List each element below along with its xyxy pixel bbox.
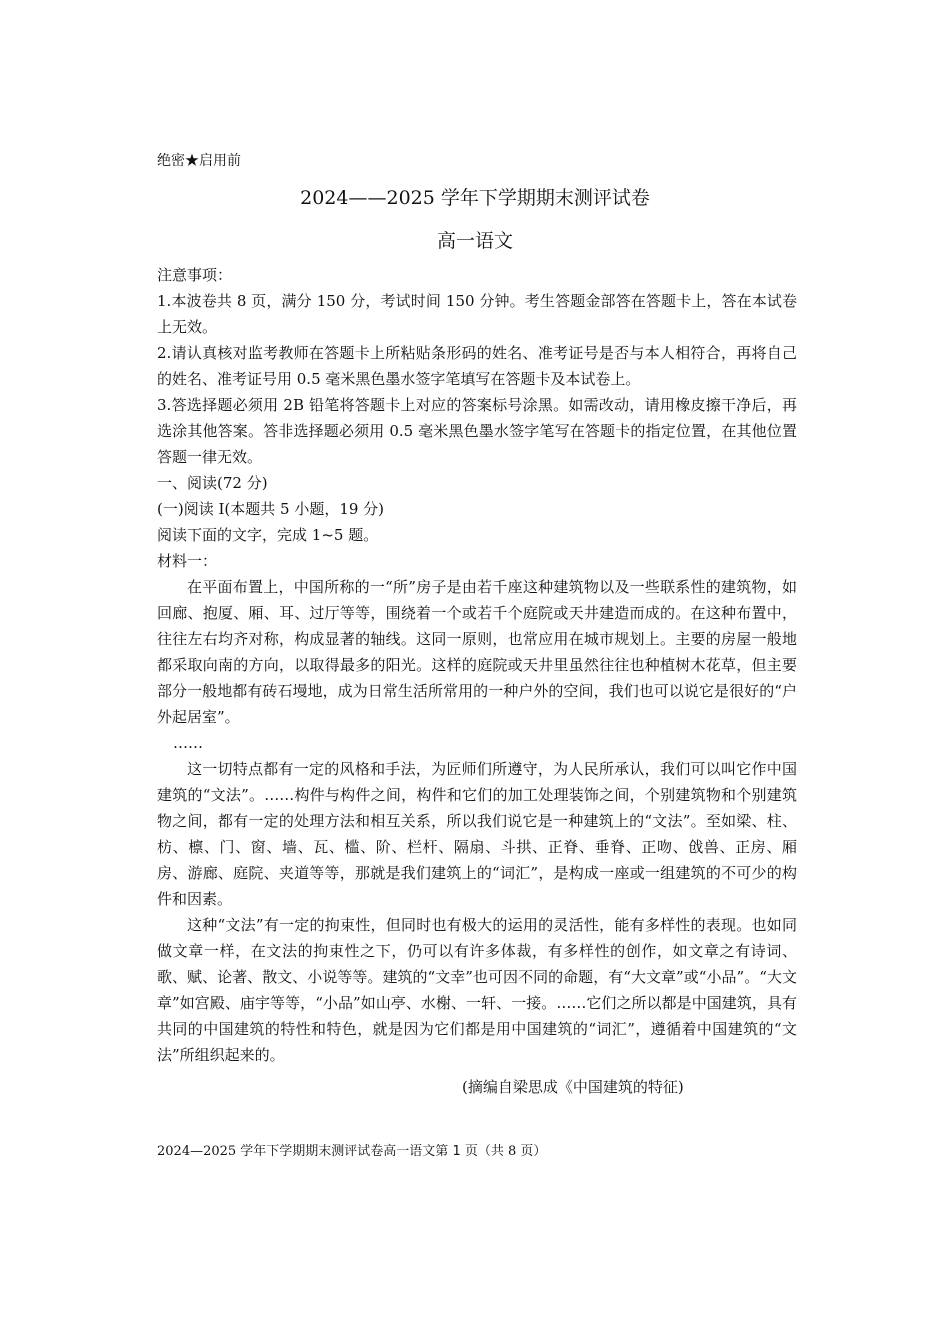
footer-page-number: 1: [452, 1144, 461, 1159]
confidential-label: 绝密★启用前: [157, 153, 241, 169]
note-item: 1.本波卷共 8 页，满分 150 分，考试时间 150 分钟。考生答题金部答在答题卡上，答在本试卷上无效。: [157, 292, 797, 336]
notes-heading: 注意事项：: [157, 266, 233, 284]
passage-paragraph-3: 这种“文法”有一定的拘束性，但同时也有极大的运用的灵活性，能有多样性的表现。也如同做文章一样，在文法的拘束性之下，仍可以有许多体裁，有多样性的创作，如文章之有诗词、歌、赋、论著、散文、小说等等。建筑的“文幸”也可因不同的命题，有“大文章”或“小品”。“大文章”如宫殿、庙宇等等，“小品”如山亭、水榭、一轩、一接。……它们之所以都是中国建筑，具有共同的中国建筑的特性和特色，就是因为它们都是用中国建筑的“词汇”，遵循着中国建筑的“文法”所组织起来的。: [157, 916, 797, 1064]
section-heading: 一、阅读(72 分): [157, 474, 268, 492]
passage-paragraph-1: 在平面布置上，中国所称的一“所”房子是由若千座这种建筑物以及一些联系性的建筑物，如回廊、抱厦、厢、耳、过厅等等，围绕着一个或若千个庭院或天井建造而成的。在这种布置中，往往左右均齐对称，构成显著的轴线。这同一原则，也常应用在城市规划上。主要的房屋一般地都采取向南的方向，以取得最多的阳光。这样的庭院或天井里虽然往往也种植树木花草，但主要部分一般地都有砖石墁地，成为日常生活所常用的一种户外的空间，我们也可以说它是很好的“户外起居室”。: [157, 578, 797, 726]
subject-title: 高一语文: [436, 230, 513, 252]
footer-prefix: 2024—2025 学年下学期期末测评试卷高一语文第: [157, 1144, 449, 1159]
material-label: 材料一：: [157, 552, 218, 570]
subsection-heading: (一)阅读 I(本题共 5 小题，19 分): [157, 500, 385, 518]
footer-suffix: 页（共 8 页）: [464, 1144, 547, 1159]
passage-source: (摘编自梁思成《中国建筑的特征): [462, 1078, 684, 1096]
passage-paragraph-2: 这一切特点都有一定的风格和手法，为匠师们所遵守，为人民所承认，我们可以叫它作中国建筑的“文法”。……构件与构件之间，构件和它们的加工处理装饰之间，个别建筑物和个别建筑物之间，都有一定的处理方法和相互关系，所以我们说它是一种建筑上的“文法”。至如梁、柱、枋、檩、门、窗、墙、瓦、槛、阶、栏杆、隔扇、斗拱、正脊、垂脊、正吻、戗兽、正房、厢房、游廊、庭院、夹道等等，那就是我们建筑上的“词汇”，是构成一座或一组建筑的不可少的构件和因素。: [157, 760, 797, 908]
reading-instruction: 阅读下面的文字，完成 1~5 题。: [157, 526, 379, 544]
instructions-block: [157, 262, 797, 1068]
page-footer: [157, 1140, 546, 1159]
exam-title: 2024——2025 学年下学期期末测评试卷: [300, 187, 650, 209]
passage-ellipsis: ……: [173, 734, 203, 752]
note-item: 3.答选择题必须用 2B 铅笔将答题卡上对应的答案标号涂黑。如需改动，请用橡皮擦干净后，再选涂其他答案。答非选择题必须用 0.5 毫米黑色墨水签字笔写在答题卡的指定位置，在其他位置答题一律无效。: [157, 396, 797, 466]
note-item: 2.请认真核对监考教师在答题卡上所粘贴条形码的姓名、准考证号是否与本人相符合，再将自己的姓名、准考证号用 0.5 毫米黑色墨水签字笔填写在答题卡及本试卷上。: [157, 344, 797, 388]
